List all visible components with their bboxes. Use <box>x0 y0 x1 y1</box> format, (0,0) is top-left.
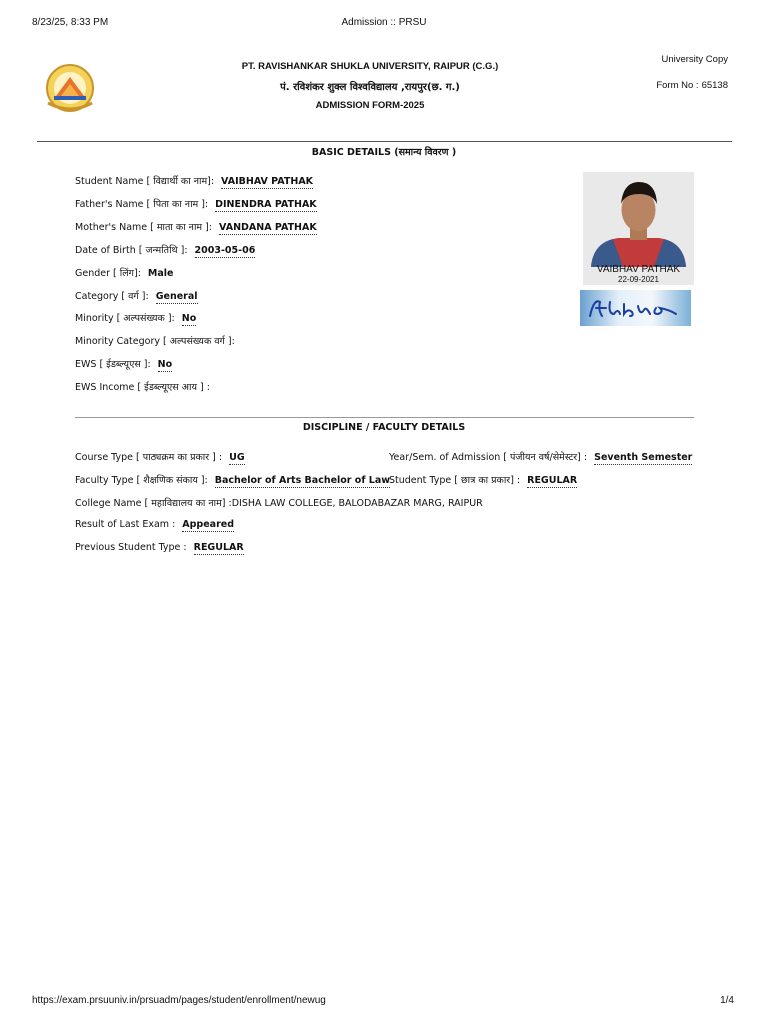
form-number-label: Form No : <box>656 80 699 91</box>
last-exam-result-value: Appeared <box>182 519 235 530</box>
header-divider <box>37 141 732 142</box>
student-name-row <box>75 174 313 187</box>
minority-category-label: Minority Category [ अल्पसंख्यक वर्ग ]: <box>75 336 235 347</box>
father-name-label: Father's Name [ पिता का नाम ]: <box>75 199 209 210</box>
dob-label: Date of Birth [ जन्मतिथि ]: <box>75 245 188 256</box>
college-name-value: DISHA LAW COLLEGE, BALODABAZAR MARG, RAIPUR <box>231 498 483 509</box>
gender-label: Gender [ लिंग]: <box>75 268 141 279</box>
copy-label: University Copy <box>661 54 728 65</box>
last-exam-result-label: Result of Last Exam : <box>75 519 176 530</box>
father-name-value: DINENDRA PATHAK <box>215 199 317 210</box>
minority-category-row <box>75 334 235 347</box>
dob-value: 2003-05-06 <box>194 245 256 256</box>
student-photo <box>583 172 694 285</box>
student-type-row <box>389 473 577 486</box>
previous-student-type-row <box>75 542 244 553</box>
discipline-details-title: DISCIPLINE / FACULTY DETAILS <box>302 422 466 433</box>
course-type-value: UG <box>229 452 245 463</box>
minority-value: No <box>181 313 197 324</box>
minority-label: Minority [ अल्पसंख्यक ]: <box>75 313 175 324</box>
photo-name-caption: VAIBHAV PATHAK <box>596 264 681 275</box>
mother-name-label: Mother's Name [ माता का नाम ]: <box>75 222 213 233</box>
minority-row <box>75 311 196 324</box>
ews-value: No <box>157 359 173 370</box>
ews-row <box>75 357 172 370</box>
form-number <box>656 80 728 91</box>
student-type-value: REGULAR <box>527 475 578 486</box>
year-sem-row <box>389 450 692 463</box>
print-page-number: 1/4 <box>720 995 734 1006</box>
previous-student-type-value: REGULAR <box>193 542 244 553</box>
form-number-value: 65138 <box>701 80 728 91</box>
student-type-label: Student Type [ छात्र का प्रकार] : <box>389 475 521 486</box>
previous-student-type-label: Previous Student Type : <box>75 542 187 553</box>
university-emblem-icon <box>42 63 98 113</box>
form-title: ADMISSION FORM-2025 <box>315 100 425 111</box>
print-footer <box>32 995 736 1009</box>
section-divider <box>75 417 694 418</box>
student-name-label: Student Name [ विद्यार्थी का नाम]: <box>75 176 215 187</box>
category-value: General <box>155 291 198 302</box>
ews-income-label: EWS Income [ ईडब्ल्यूएस आय ] : <box>75 382 210 393</box>
ews-label: EWS [ ईडब्ल्यूएस ]: <box>75 359 151 370</box>
basic-details-title: BASIC DETAILS (समान्य विवरण ) <box>311 147 457 158</box>
college-name-row <box>75 496 483 509</box>
father-name-row <box>75 197 317 210</box>
student-name-value: VAIBHAV PATHAK <box>221 176 314 187</box>
print-header <box>32 17 736 31</box>
university-name-hi: पं. रविशंकर शुक्ल विश्वविद्यालय ,रायपुर(छ. ग.) <box>280 82 460 93</box>
gender-value: Male <box>147 268 174 279</box>
year-sem-value: Seventh Semester <box>594 452 693 463</box>
print-page-title: Admission :: PRSU <box>341 17 427 28</box>
course-type-row <box>75 450 245 463</box>
mother-name-value: VANDANA PATHAK <box>219 222 317 233</box>
year-sem-label: Year/Sem. of Admission [ पंजीयन वर्ष/सेमेस्टर] : <box>389 452 588 463</box>
university-name-en: PT. RAVISHANKAR SHUKLA UNIVERSITY, RAIPUR (C.G.) <box>241 61 499 72</box>
ews-income-row <box>75 380 210 393</box>
photo-date-caption: 22-09-2021 <box>618 275 659 284</box>
student-signature <box>580 290 691 326</box>
category-row <box>75 289 198 302</box>
gender-row <box>75 266 174 279</box>
print-timestamp: 8/23/25, 8:33 PM <box>32 17 109 28</box>
faculty-type-label: Faculty Type [ शैक्षणिक संकाय ]: <box>75 475 208 486</box>
dob-row <box>75 243 255 256</box>
faculty-type-value: Bachelor of Arts Bachelor of Law <box>214 475 391 486</box>
course-type-label: Course Type [ पाठ्यक्रम का प्रकार ] : <box>75 452 223 463</box>
mother-name-row <box>75 220 317 233</box>
last-exam-result-row <box>75 519 234 530</box>
print-url: https://exam.prsuuniv.in/prsuadm/pages/student/enrollment/newug <box>32 995 326 1006</box>
college-name-label: College Name [ महाविद्यालय का नाम] : <box>75 498 232 509</box>
category-label: Category [ वर्ग ]: <box>75 291 149 302</box>
faculty-type-row <box>75 473 390 486</box>
